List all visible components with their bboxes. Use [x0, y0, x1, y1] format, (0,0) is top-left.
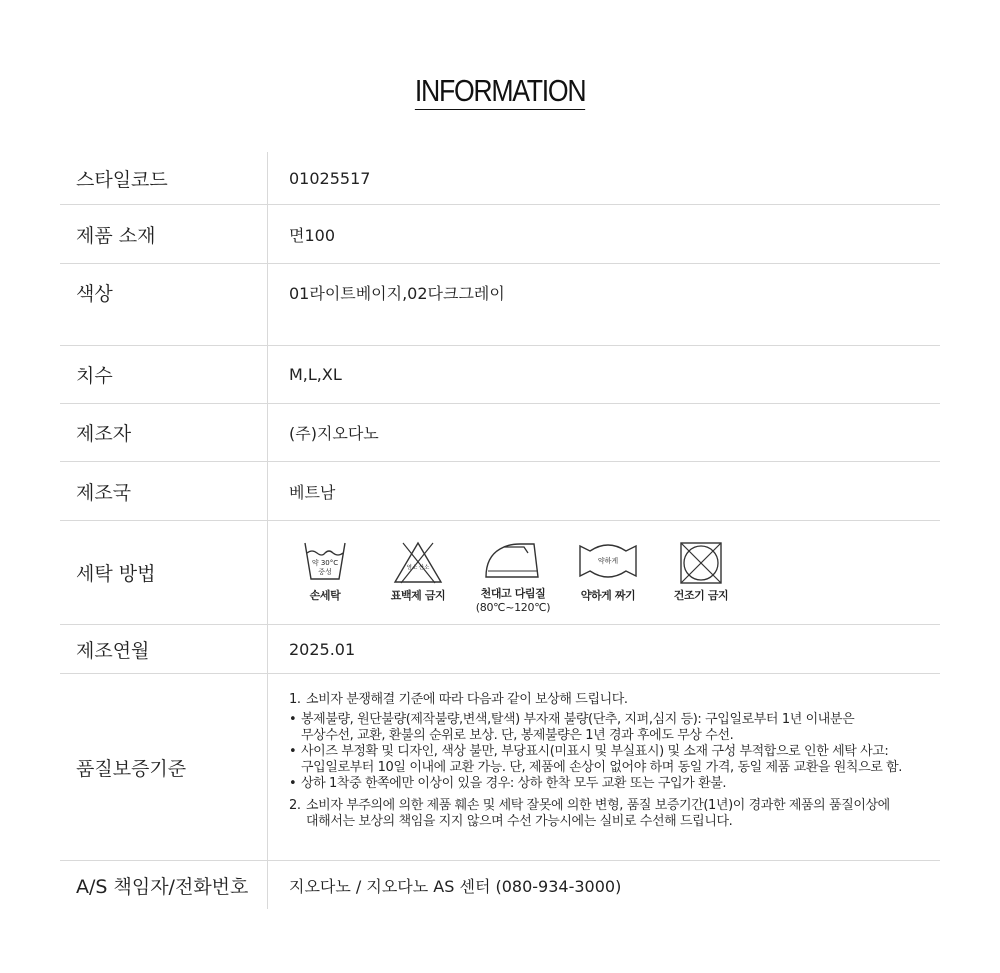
label-material: 제품 소재: [60, 205, 268, 263]
quality-line: 구입일로부터 10일 이내에 교환 가능. 단, 제품에 손상이 없어야 하며 동일 가격, 동일 제품 교환을 원칙으로 함.: [301, 760, 903, 775]
iron-icon: [484, 541, 542, 581]
iron-caption-temp: (80℃~120℃): [475, 601, 551, 614]
quality-line: 사이즈 부정확 및 디자인, 색상 불만, 부당표시(미표시 및 부실표시) 및 소재 구성 부적합으로 인한 세탁 사고:: [301, 744, 889, 759]
label-country: 제조국: [60, 462, 268, 520]
value-quality: [268, 674, 940, 860]
bullet-marker: •: [289, 776, 297, 791]
quality-marker: 2.: [289, 798, 301, 813]
wash-item-no-tumble-dry: [657, 541, 745, 615]
row-as: [60, 861, 940, 909]
gentle-wring-caption: 약하게 짜기: [580, 589, 636, 602]
quality-list: [289, 692, 902, 834]
row-quality: [60, 674, 940, 861]
hand-wash-caption: 손세탁: [309, 589, 341, 602]
row-size: [60, 346, 940, 404]
title-wrap: [0, 74, 1000, 110]
label-style-code: 스타일코드: [60, 152, 268, 204]
page-title: INFORMATION: [414, 73, 586, 108]
no-bleach-icon-text-1: 염소: [406, 565, 418, 571]
row-style-code: [60, 152, 940, 205]
value-as: 지오다노 / 지오다노 AS 센터 (080-934-3000): [289, 876, 622, 896]
hand-wash-icon-text-1: 약 30°C: [311, 559, 339, 567]
label-date: 제조연월: [60, 625, 268, 673]
quality-item-1: [289, 692, 902, 708]
bullet-marker: •: [289, 712, 297, 727]
row-date: [60, 625, 940, 674]
label-washing: 세탁 방법: [60, 521, 268, 624]
gentle-wring-icon-text: 약하게: [597, 557, 619, 565]
label-color: 색상: [60, 264, 268, 345]
hand-wash-icon: [303, 541, 347, 585]
gentle-wring-icon: [578, 541, 638, 581]
value-size: M,L,XL: [289, 365, 342, 384]
hand-wash-icon-text-2: 중성: [318, 568, 332, 576]
value-manufacturer: (주)지오다노: [289, 424, 379, 443]
wash-item-no-bleach: [374, 541, 462, 615]
quality-marker: 1.: [289, 692, 301, 707]
iron-caption: 천대고 다림질: [480, 587, 546, 600]
washing-icons-layer: [281, 541, 750, 615]
row-material: [60, 205, 940, 264]
quality-item-5: [289, 798, 902, 830]
quality-item-2: [289, 712, 902, 744]
bullet-marker: •: [289, 744, 297, 759]
quality-line: 무상수선, 교환, 환불의 순위로 보상. 단, 봉제불량은 1년 경과 후에도 무상 수선.: [301, 728, 734, 743]
wash-item-iron: [467, 541, 559, 615]
info-table: [60, 152, 940, 909]
label-quality: 품질보증기준: [60, 674, 268, 860]
wash-item-hand-wash: [281, 541, 369, 615]
label-size: 치수: [60, 346, 268, 403]
label-as: A/S 책임자/전화번호: [60, 861, 268, 909]
value-material: 면100: [289, 225, 335, 245]
value-color: 01라이트베이지,02다크그레이: [289, 284, 505, 303]
row-manufacturer: [60, 404, 940, 462]
row-color: [60, 264, 940, 346]
quality-line: 소비자 부주의에 의한 제품 훼손 및 세탁 잘못에 의한 변형, 품질 보증기간(1년)이 경과한 제품의 품질이상에: [306, 798, 890, 813]
no-tumble-dry-icon: [679, 541, 723, 585]
label-manufacturer: 제조자: [60, 404, 268, 461]
no-tumble-dry-caption: 건조기 금지: [673, 589, 729, 602]
no-bleach-icon-text-2: 산소: [418, 565, 430, 571]
quality-line: 대해서는 보상의 책임을 지지 않으며 수선 가능시에는 실비로 수선해 드립니다.: [306, 814, 733, 829]
row-country: [60, 462, 940, 521]
quality-item-4: [289, 776, 902, 792]
quality-item-3: [289, 744, 902, 776]
value-country: 베트남: [289, 482, 336, 502]
value-date: 2025.01: [289, 639, 356, 659]
wash-item-gentle-wring: [564, 541, 652, 615]
value-style-code: 01025517: [289, 168, 371, 188]
no-bleach-caption: 표백제 금지: [390, 589, 446, 602]
quality-line: 상하 1착중 한쪽에만 이상이 있을 경우: 상하 한착 모두 교환 또는 구입가 환불.: [301, 776, 727, 791]
quality-line: 봉제불량, 원단불량(제작불량,변색,탈색) 부자재 불량(단추, 지퍼,심지 등): 구입일로부터 1년 이내분은: [301, 712, 855, 727]
quality-line: 소비자 분쟁해결 기준에 따라 다음과 같이 보상해 드립니다.: [306, 692, 628, 707]
no-bleach-icon: [393, 541, 443, 585]
